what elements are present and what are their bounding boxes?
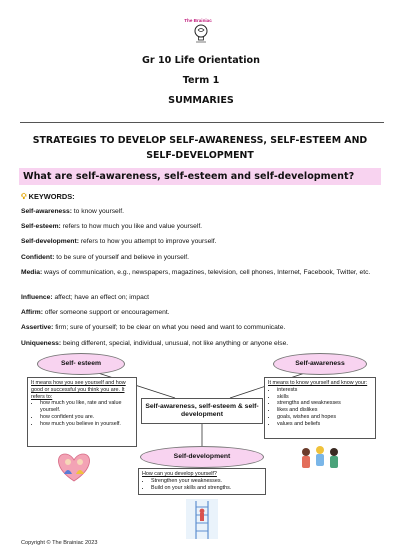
definition-term: Media:	[21, 269, 43, 276]
term-heading: Term 1	[182, 75, 220, 86]
self-esteem-bubble: Self- esteem	[37, 353, 125, 375]
ladder-climbing-illustration-icon	[184, 497, 220, 541]
self-esteem-box	[27, 377, 137, 447]
question-banner: What are self-awareness, self-esteem and self-development?	[19, 168, 381, 185]
center-concept-box: Self-awareness, self-esteem & self-development	[141, 398, 263, 424]
self-development-intro: How can you develop yourself?	[142, 471, 217, 477]
list-item: • Strengthen your weaknesses.	[151, 478, 262, 485]
list-item: • goals, wishes and hopes	[277, 414, 372, 421]
definition-text: being different, special, individual, unusual, not like anything or anyone else.	[61, 340, 289, 347]
definition-text: ways of communication, e.g., newspapers, magazines, television, cell phones, Internet, Facebook, Twitter, etc.	[42, 269, 371, 276]
definition-text: firm; sure of yourself; to be clear on what you need and want to communicate.	[53, 324, 286, 331]
main-title: STRATEGIES TO DEVELOP SELF-AWARENESS, SELF-ESTEEM AND SELF-DEVELOPMENT	[32, 135, 368, 161]
definition-term: Self-esteem:	[21, 223, 61, 230]
list-item: • values and beliefs	[277, 421, 372, 428]
heart-self-love-illustration-icon	[52, 450, 96, 484]
definition-text: refers to how you attempt to improve yourself.	[78, 238, 217, 245]
logo-brand-text: The Brainiac	[184, 18, 212, 23]
self-awareness-bubble: Self-awareness	[273, 353, 367, 375]
definition-term: Assertive:	[21, 324, 54, 331]
list-item: • Build on your skills and strengths.	[151, 485, 262, 492]
grade-heading: Gr 10 Life Orientation	[142, 55, 260, 66]
definition-term: Affirm:	[21, 309, 43, 316]
people-discussion-illustration-icon	[294, 444, 346, 474]
definition-text: to know yourself.	[71, 208, 124, 215]
definition-term: Self-awareness:	[21, 208, 72, 215]
definition-term: Influence:	[21, 294, 53, 301]
keywords-label: KEYWORDS:	[28, 192, 75, 201]
list-item: • likes and dislikes	[277, 407, 372, 414]
self-awareness-intro: It means to know yourself and know your:	[268, 380, 368, 386]
definition-term: Confident:	[21, 254, 55, 261]
list-item: • how much you believe in yourself.	[40, 421, 133, 428]
definition-term: Uniqueness:	[21, 340, 62, 347]
lightbulb-icon: 💡︎	[21, 192, 27, 201]
definition-term: Self-development:	[21, 238, 79, 245]
copyright-text: Copyright © The Brainiac 2023	[21, 540, 98, 546]
self-development-bubble: Self-development	[140, 446, 264, 468]
list-item: • how confident you are.	[40, 414, 133, 421]
list-item: • interests	[277, 387, 372, 394]
definition-text: to be sure of yourself and believe in yourself.	[54, 254, 190, 261]
self-awareness-box	[264, 377, 376, 439]
definition-text: refers to how much you like and value yourself.	[60, 223, 203, 230]
definition-text: affect; have an effect on; impact	[52, 294, 150, 301]
summaries-heading: SUMMARIES	[168, 95, 234, 106]
definition-text: offer someone support or encouragement.	[42, 309, 170, 316]
list-item: • strengths and weaknesses	[277, 400, 372, 407]
list-item: • how much you like, rate and value yourself.	[40, 400, 133, 414]
self-development-box	[138, 468, 266, 495]
self-esteem-intro: It means how you see yourself and how good or successful you think you are. It refers to:	[31, 380, 126, 400]
list-item: • skills	[277, 394, 372, 401]
